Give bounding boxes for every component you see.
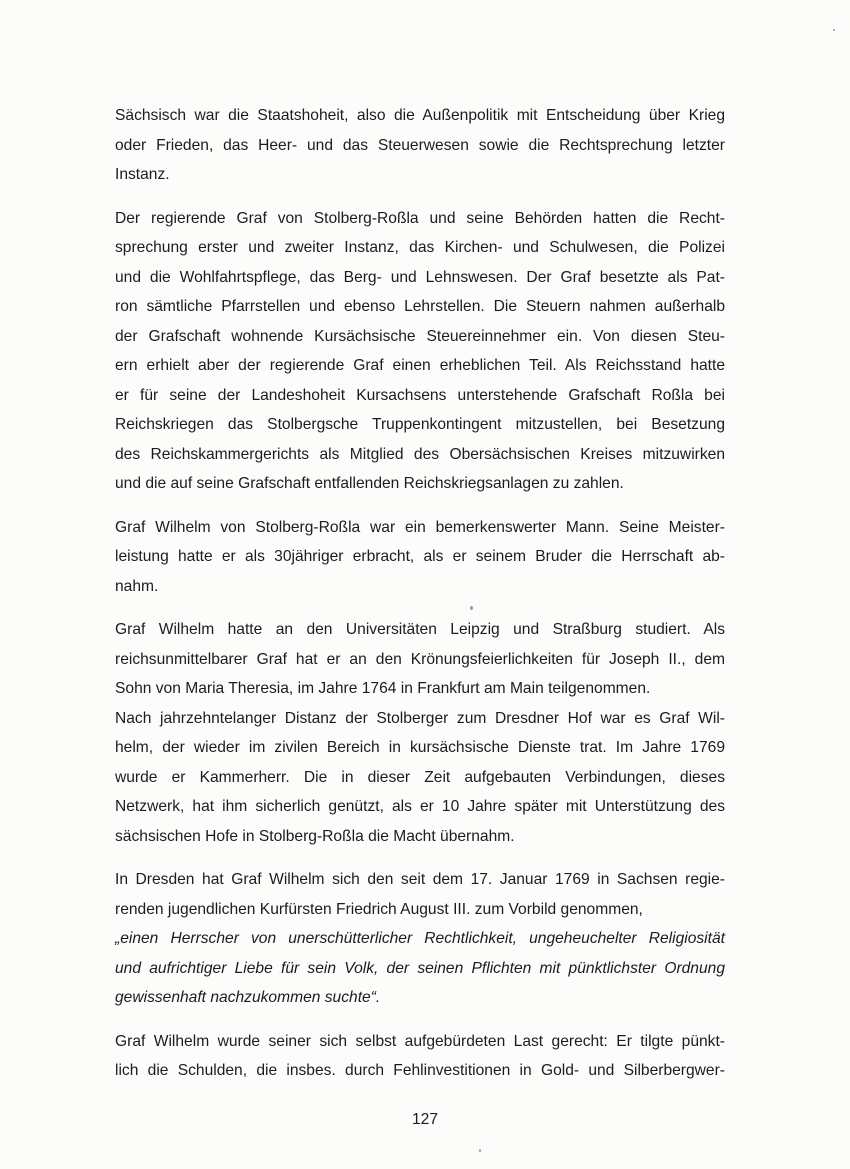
scan-speck	[833, 29, 835, 31]
text-line: oder Frieden, das Heer- und das Steuerwesen sowie die Rechtsprechung letzter	[115, 136, 725, 154]
text-line: und die auf seine Grafschaft entfallenden Reichskriegsanlagen zu zahlen.	[115, 475, 624, 492]
paragraph-gap	[115, 1013, 725, 1027]
text-line: sprechung erster und zweiter Instanz, das Kirchen- und Schulwesen, die Polizei	[115, 239, 725, 256]
text-line: Nach jahrzehntelanger Distanz der Stolberger zum Dresdner Hof war es Graf Wil-	[115, 709, 725, 727]
text-line: lich die Schulden, die insbes. durch Fehlinvestitionen in Gold- und Silberbergwer-	[115, 1062, 725, 1079]
text-line: Netzwerk, hat ihm sicherlich genützt, als er 10 Jahre später mit Unterstützung des	[115, 798, 725, 815]
text-line: „einen Herrscher von unerschütterlicher Rechtlichkeit, ungeheuchelter Religiosität	[115, 930, 725, 947]
text-line: Sächsisch war die Staatshoheit, also die Außenpolitik mit Entscheidung über Krieg	[115, 107, 725, 124]
page-number: 127	[411, 1111, 439, 1128]
text-line: Graf Wilhelm von Stolberg-Roßla war ein bemerkenswerter Mann. Seine Meister-	[115, 518, 725, 536]
text-line: er für seine der Landeshoheit Kursachsens unterstehende Grafschaft Roßla bei	[115, 386, 725, 404]
text-line: leistung hatte er als 30jähriger erbracht, als er seinem Bruder die Herrschaft ab-	[115, 548, 725, 565]
text-line: der Grafschaft wohnende Kursächsische Steuereinnehmer ein. Von diesen Steu-	[115, 327, 725, 345]
text-line: Der regierende Graf von Stolberg-Roßla und seine Behörden hatten die Recht-	[115, 209, 725, 227]
text-line: Instanz.	[115, 166, 170, 183]
text-line: Graf Wilhelm wurde seiner sich selbst aufgebürdeten Last gerecht: Er tilgte pünkt-	[115, 1032, 725, 1050]
paragraph	[115, 513, 725, 602]
paragraph	[115, 101, 725, 190]
text-line: gewissenhaft nachzukommen suchte“.	[115, 989, 381, 1006]
text-line: wurde er Kammerherr. Die in dieser Zeit aufgebauten Verbindungen, dieses	[115, 768, 725, 786]
scan-speck	[470, 606, 473, 610]
paragraph	[115, 204, 725, 499]
text-line: ern erhielt aber der regierende Graf einen erheblichen Teil. Als Reichsstand hatte	[115, 357, 725, 374]
paragraph-gap	[115, 190, 725, 204]
text-line: Graf Wilhelm hatte an den Universitäten Leipzig und Straßburg studiert. Als	[115, 621, 725, 638]
paragraph-gap	[115, 851, 725, 865]
text-line: In Dresden hat Graf Wilhelm sich den seit dem 17. Januar 1769 in Sachsen regie-	[115, 871, 725, 888]
text-line: und aufrichtiger Liebe für sein Volk, der seinen Pflichten mit pünktlichster Ordnung	[115, 959, 725, 977]
paragraph	[115, 615, 725, 851]
paragraph	[115, 865, 725, 1013]
paragraph	[115, 1027, 725, 1086]
paragraph-gap	[115, 601, 725, 615]
text-line: Sohn von Maria Theresia, im Jahre 1764 in Frankfurt am Main teilgenommen.	[115, 680, 651, 697]
text-line: und die Wohlfahrtspflege, das Berg- und Lehnswesen. Der Graf besetzte als Pat-	[115, 268, 725, 286]
text-line: Reichskriegen das Stolbergsche Truppenkontingent mitzustellen, bei Besetzung	[115, 416, 725, 433]
text-line: ron sämtliche Pfarrstellen und ebenso Lehrstellen. Die Steuern nahmen außerhalb	[115, 298, 725, 315]
text-line: sächsischen Hofe in Stolberg-Roßla die Macht übernahm.	[115, 827, 515, 845]
text-line: helm, der wieder im zivilen Bereich in kursächsische Dienste trat. Im Jahre 1769	[115, 739, 725, 756]
scan-speck	[479, 1149, 481, 1152]
text-line: renden jugendlichen Kurfürsten Friedrich August III. zum Vorbild genommen,	[115, 900, 643, 918]
paragraph-gap	[115, 499, 725, 513]
text-line: des Reichskammergerichts als Mitglied des Obersächsischen Kreises mitzuwirken	[115, 445, 725, 463]
text-line: reichsunmittelbarer Graf hat er an den Krönungsfeierlichkeiten für Joseph II., dem	[115, 650, 725, 668]
body-text	[115, 101, 725, 1086]
text-line: nahm.	[115, 577, 159, 595]
